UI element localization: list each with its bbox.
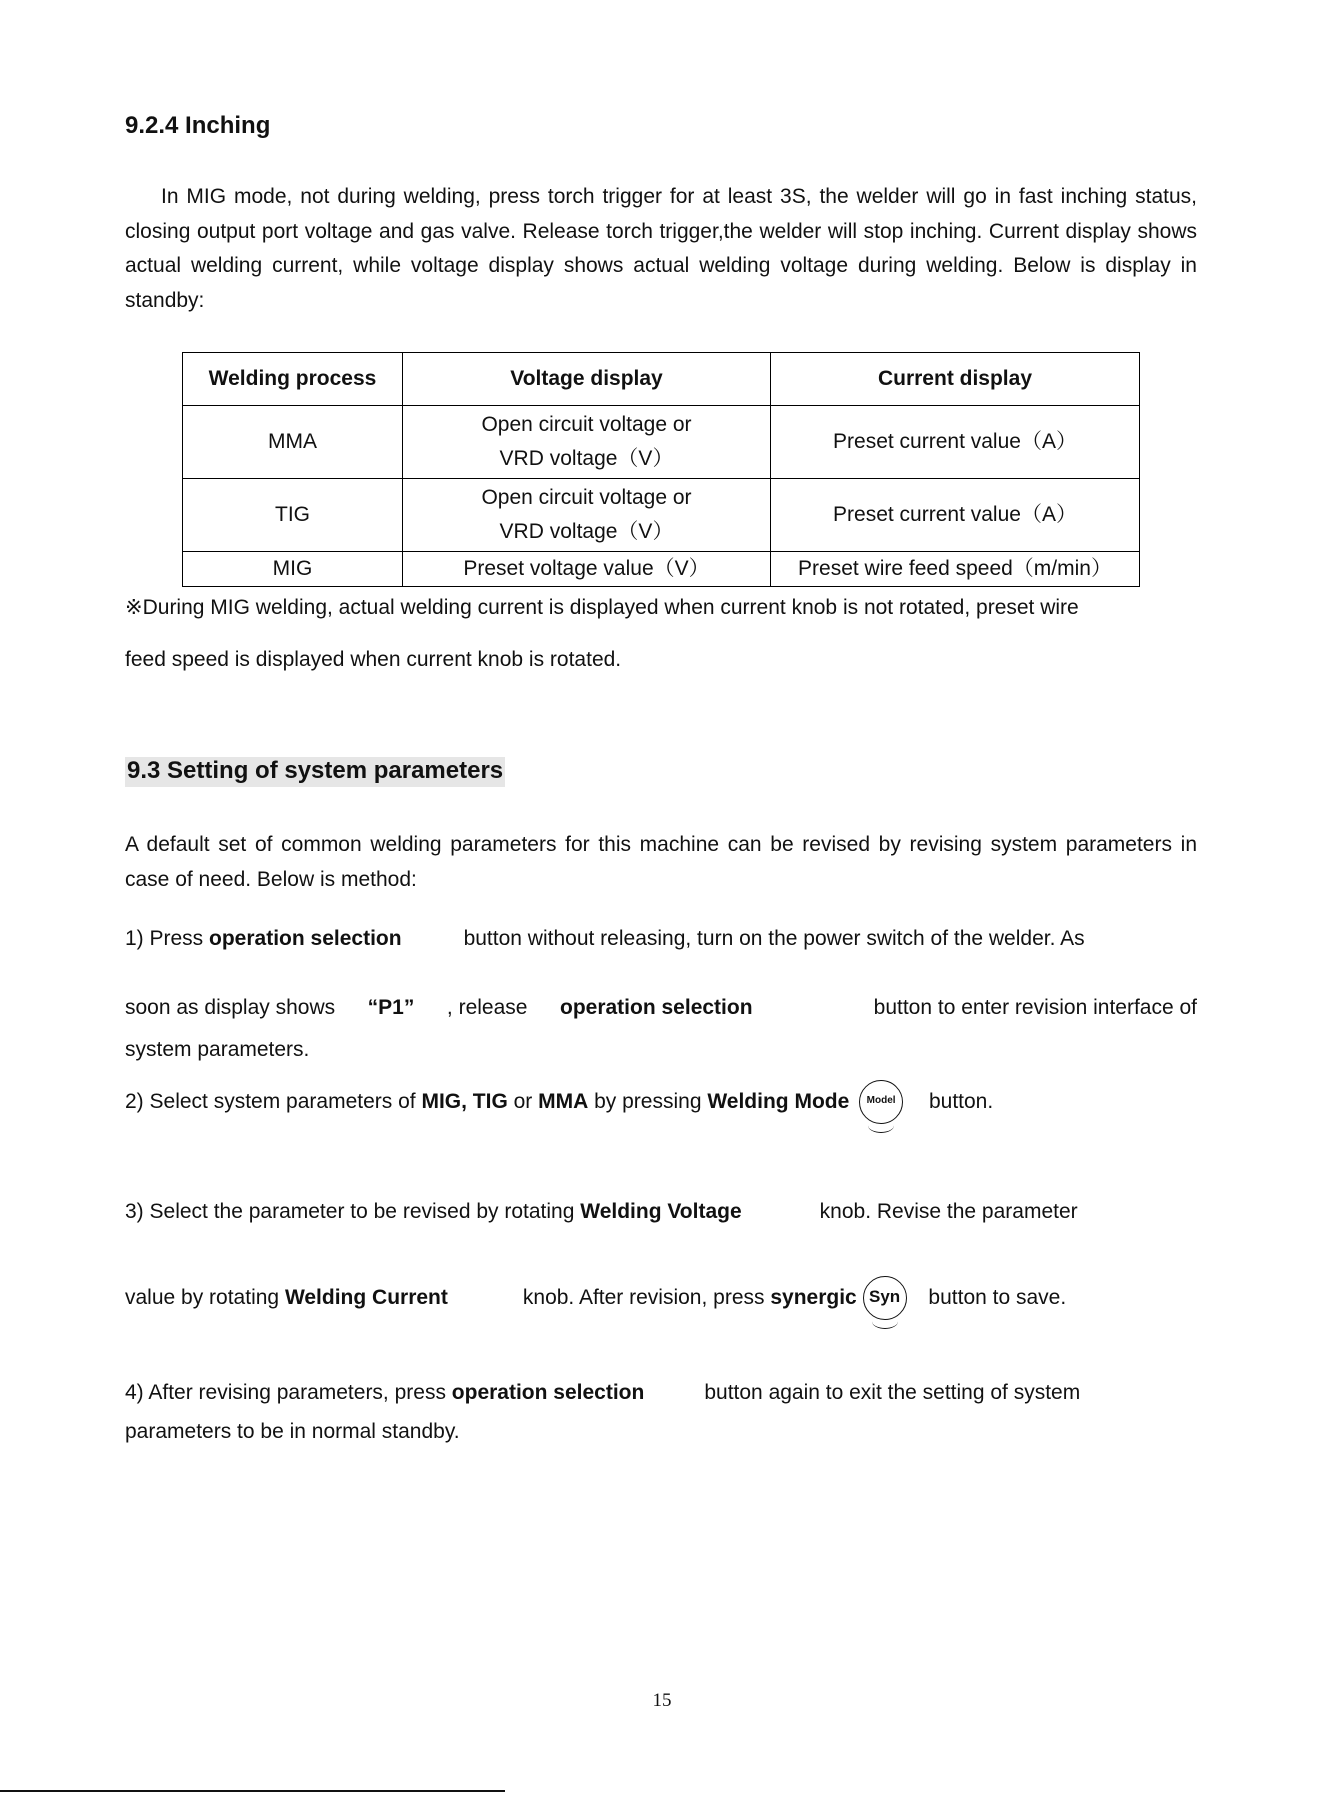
table-cell: MMA (183, 406, 403, 479)
table-cell: Preset current value（A） (771, 406, 1140, 479)
table-header-cell: Welding process (183, 353, 403, 406)
step-text: button to enter revision interface of (873, 996, 1197, 1019)
page-number: 15 (652, 1690, 672, 1711)
step-text: or (507, 1090, 539, 1113)
step-text: 2) Select system parameters of (125, 1090, 422, 1113)
table-header-cell: Voltage display (403, 353, 771, 406)
footer-rule (0, 1790, 505, 1792)
step-text: by pressing (588, 1090, 708, 1113)
table-row (183, 479, 1140, 552)
standby-display-table (182, 352, 1140, 587)
cell-line: VRD voltage（V） (499, 520, 674, 543)
step-1-line-3: system parameters. (125, 1038, 310, 1061)
step-bold-text: synergic (770, 1286, 857, 1309)
step-bold-text: MMA (538, 1090, 589, 1113)
step-text: value by rotating (125, 1286, 285, 1309)
step-bold-text: operation selection (451, 1381, 645, 1404)
step-4-line-2: parameters to be in normal standby. (125, 1420, 460, 1443)
step-text: knob. After revision, press (522, 1286, 771, 1309)
step-bold-text: operation selection (209, 927, 402, 950)
table-cell: Preset voltage value（V） (403, 552, 771, 587)
step-text: 4) After revising parameters, press (125, 1381, 452, 1404)
step-text: button again to exit the setting of system (704, 1381, 1081, 1404)
step-bold-text: Welding Current (284, 1286, 448, 1309)
inching-paragraph: In MIG mode, not during welding, press torch trigger for at least 3S, the welder will go in fast inching status, closing output port voltage and gas valve. Release torch trigger,the welder will stop inching. Current display shows actual welding current, while voltage display shows actual welding voltage during welding. Below is display in standby: (125, 185, 1197, 312)
step-bold-text: “P1” (367, 996, 415, 1019)
step-text: 1) Press (125, 927, 210, 950)
step-bold-text: MIG, TIG (421, 1090, 508, 1113)
table-header-row (183, 353, 1140, 406)
step-1-line-1 (125, 927, 1197, 951)
step-text: button. (928, 1090, 994, 1113)
step-3-line-1 (125, 1200, 1197, 1224)
step-bold-text: Welding Voltage (580, 1200, 742, 1223)
table-row (183, 552, 1140, 587)
table-cell: TIG (183, 479, 403, 552)
note-line-2: feed speed is displayed when current knob is rotated. (125, 648, 622, 671)
table-cell: Preset wire feed speed（m/min） (771, 552, 1140, 587)
step-text: knob. Revise the parameter (819, 1200, 1078, 1223)
step-3-line-2 (125, 1276, 1197, 1320)
icon-gap (785, 996, 841, 1020)
cell-line: VRD voltage（V） (499, 447, 674, 470)
step-bold-text: Welding Mode (707, 1090, 850, 1113)
step-4-line-1 (125, 1381, 1197, 1405)
note-line-1: ※During MIG welding, actual welding current is displayed when current knob is not rotated, preset wire (125, 596, 1079, 619)
system-intro-paragraph: A default set of common welding parameters for this machine can be revised by revising system parameters in case of need. Below is method: (125, 833, 1197, 891)
step-text: 3) Select the parameter to be revised by rotating (125, 1200, 581, 1223)
step-text: button to save. (928, 1286, 1067, 1309)
synergic-button-icon[interactable]: Syn (863, 1276, 907, 1320)
table-row (183, 406, 1140, 479)
step-text: , release (446, 996, 528, 1019)
step-2-line (125, 1080, 1197, 1124)
cell-line: Open circuit voltage or (481, 413, 692, 436)
table-cell: MIG (183, 552, 403, 587)
table-cell (403, 479, 771, 552)
step-bold-text: operation selection (560, 996, 753, 1019)
welding-mode-button-icon[interactable]: Model (859, 1080, 903, 1124)
table-cell (403, 406, 771, 479)
table-header-cell: Current display (771, 353, 1140, 406)
table-cell: Preset current value（A） (771, 479, 1140, 552)
cell-line: Open circuit voltage or (481, 486, 692, 509)
step-text: soon as display shows (125, 996, 336, 1019)
step-text: button without releasing, turn on the power switch of the welder. As (463, 927, 1085, 950)
section-heading-inching: 9.2.4 Inching (125, 112, 271, 139)
step-1-line-2 (125, 996, 1197, 1020)
section-heading-system-parameters: 9.3 Setting of system parameters (125, 757, 505, 787)
